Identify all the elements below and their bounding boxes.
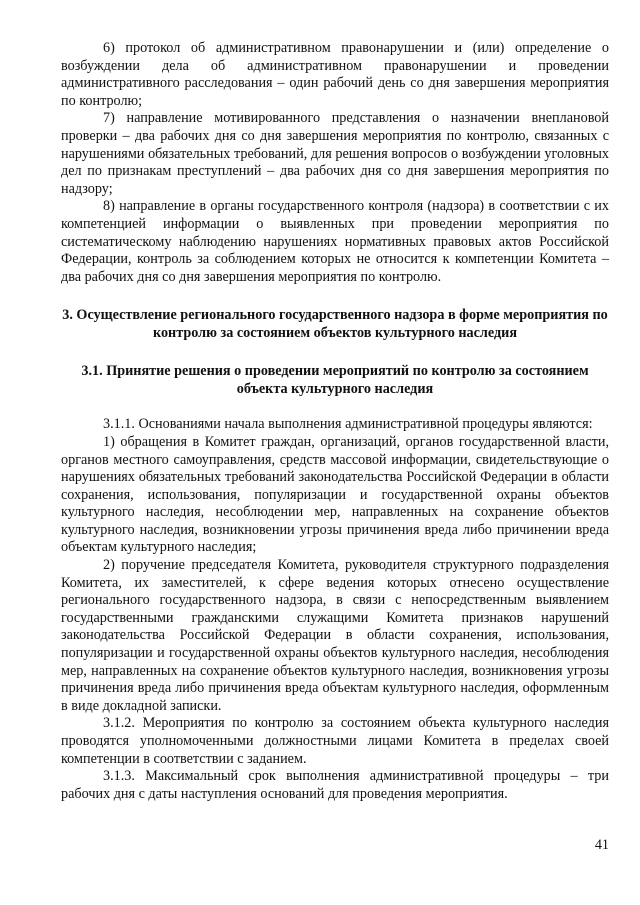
subsection-heading: 3.1. Принятие решения о проведении мероприятий по контролю за состоянием объекта культурного наследия bbox=[81, 363, 589, 398]
paragraph: 1) обращения в Комитет граждан, организаций, органов государственной власти, органов местного самоуправления, средств массовой информации, свидетельствующие о нарушениях обязательных требований законодательства Российской Федерации в области сохранения, использования, популяризации и государственной охраны объектов культурного наследия, несоблюдении мер, направленных на сохранение объектов культурного наследия, возникновении угрозы причинения вреда либо причинении вреда объектам культурного наследия; bbox=[61, 433, 609, 556]
page-number: 41 bbox=[594, 837, 609, 853]
document-page bbox=[61, 40, 609, 803]
paragraph: 7) направление мотивированного представления о назначении внеплановой проверки – два рабочих дня со дня завершения мероприятия по контролю, связанных с нарушениями обязательных требований, для решения вопросов о возбуждении уголовных дел по признакам преступлений – два рабочих дня со дня завершения мероприятия по надзору; bbox=[61, 110, 609, 197]
paragraph: 3.1.3. Максимальный срок выполнения административной процедуры – три рабочих дня с даты наступления оснований для проведения мероприятия. bbox=[61, 768, 609, 802]
paragraph: 6) протокол об административном правонарушении и (или) определение о возбуждении дела об административном правонарушении и проведении административного расследования – один рабочий день со дня завершения мероприятия по контролю; bbox=[61, 40, 609, 109]
paragraph: 3.1.1. Основаниями начала выполнения административной процедуры являются: bbox=[103, 416, 593, 433]
paragraph: 2) поручение председателя Комитета, руководителя структурного подразделения Комитета, их заместителей, к сфере ведения которых отнесено осуществление регионального государственного надзора, в связи с непосредственным выявлением государственными гражданскими служащими Комитета признаков нарушений законодательства Российской Федерации в области сохранения, использования, популяризации и государственной охраны объектов культурного наследия, несоблюдения мер, направленных на сохранение объектов культурного наследия, возникновения угрозы причинения вреда либо причинения вреда объектам культурного наследия, оформленным в виде докладной записки. bbox=[61, 557, 609, 714]
paragraph: 8) направление в органы государственного контроля (надзора) в соответствии с их компетенцией информации о выявленных при проведении мероприятия по систематическому наблюдению нарушениях нормативных правовых актов Российской Федерации, контроль за соблюдением которых не относится к компетенции Комитета – два рабочих дня со дня завершения мероприятия по контролю. bbox=[61, 198, 609, 285]
section-heading: 3. Осуществление регионального государственного надзора в форме мероприятия по контролю за состоянием объектов культурного наследия bbox=[62, 307, 608, 342]
paragraph: 3.1.2. Мероприятия по контролю за состоянием объекта культурного наследия проводятся уполномоченными должностными лицами Комитета в пределах своей компетенции в соответствии с заданием. bbox=[61, 715, 609, 767]
